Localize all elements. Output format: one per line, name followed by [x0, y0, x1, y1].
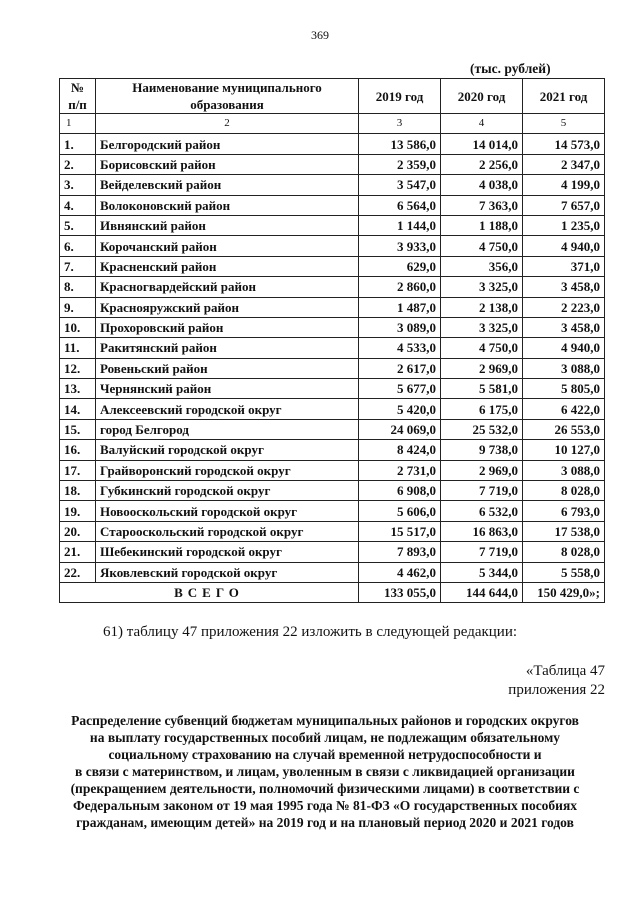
value-2020: 9 738,0: [441, 440, 523, 460]
value-2020: 7 363,0: [441, 195, 523, 215]
value-2019: 5 420,0: [359, 399, 441, 419]
row-number: 12.: [60, 358, 96, 378]
municipality-name: Краснояружский район: [96, 297, 359, 317]
value-2021: 26 553,0: [523, 419, 605, 439]
value-2021: 3 088,0: [523, 460, 605, 480]
units-label: (тыс. рублей): [470, 61, 551, 76]
municipality-name: Губкинский городской округ: [96, 481, 359, 501]
table-row: [60, 338, 605, 358]
row-number: 15.: [60, 419, 96, 439]
value-2020: 16 863,0: [441, 521, 523, 541]
municipality-name: Алексеевский городской округ: [96, 399, 359, 419]
value-2020: 1 188,0: [441, 215, 523, 235]
value-2019: 13 586,0: [359, 134, 441, 154]
value-2020: 2 969,0: [441, 460, 523, 480]
value-2019: 24 069,0: [359, 419, 441, 439]
row-number: 5.: [60, 215, 96, 235]
value-2021: 8 028,0: [523, 542, 605, 562]
table-row: [60, 358, 605, 378]
total-2019: 133 055,0: [359, 582, 441, 602]
municipality-name: Новооскольский городской округ: [96, 501, 359, 521]
value-2021: 7 657,0: [523, 195, 605, 215]
value-2019: 2 731,0: [359, 460, 441, 480]
municipality-name: Белгородский район: [96, 134, 359, 154]
header-number: № п/п: [60, 79, 96, 114]
value-2021: 2 223,0: [523, 297, 605, 317]
heading-line: в связи с материнством, и лицам, уволенным в связи с ликвидацией организации: [75, 764, 575, 779]
municipality-name: Прохоровский район: [96, 317, 359, 337]
table-row: [60, 501, 605, 521]
row-number: 22.: [60, 562, 96, 582]
table-row: [60, 236, 605, 256]
row-number: 16.: [60, 440, 96, 460]
heading-line: Федеральным законом от 19 мая 1995 года № 81-ФЗ «О государственных пособиях: [72, 798, 578, 813]
municipality-name: Борисовский район: [96, 154, 359, 174]
municipality-name: Волоконовский район: [96, 195, 359, 215]
value-2019: 629,0: [359, 256, 441, 276]
value-2020: 5 581,0: [441, 379, 523, 399]
table-row: [60, 317, 605, 337]
value-2020: 7 719,0: [441, 542, 523, 562]
table-reference-line: «Таблица 47: [525, 663, 605, 679]
heading-line: (прекращением деятельности, полномочий физическими лицами) в соответствии с: [70, 781, 580, 796]
table-row: [60, 277, 605, 297]
municipality-name: Шебекинский городской округ: [96, 542, 359, 562]
value-2019: 2 359,0: [359, 154, 441, 174]
value-2019: 1 487,0: [359, 297, 441, 317]
value-2019: 2 860,0: [359, 277, 441, 297]
value-2020: 14 014,0: [441, 134, 523, 154]
value-2020: 356,0: [441, 256, 523, 276]
table-reference-line: приложения 22: [508, 682, 605, 698]
municipality-name: Ровеньский район: [96, 358, 359, 378]
table-row: [60, 419, 605, 439]
municipality-name: Вейделевский район: [96, 175, 359, 195]
row-number: 3.: [60, 175, 96, 195]
header-2019: 2019 год: [359, 79, 441, 114]
value-2019: 1 144,0: [359, 215, 441, 235]
table-row: [60, 297, 605, 317]
value-2019: 6 564,0: [359, 195, 441, 215]
value-2020: 5 344,0: [441, 562, 523, 582]
amendment-instruction: 61) таблицу 47 приложения 22 изложить в следующей редакции:: [103, 624, 518, 640]
table-row: [60, 542, 605, 562]
column-number: 1: [60, 114, 96, 134]
municipality-name: Ракитянский район: [96, 338, 359, 358]
row-number: 20.: [60, 521, 96, 541]
municipality-name: Валуйский городской округ: [96, 440, 359, 460]
value-2021: 8 028,0: [523, 481, 605, 501]
value-2020: 7 719,0: [441, 481, 523, 501]
column-number: 2: [96, 114, 359, 134]
value-2019: 3 089,0: [359, 317, 441, 337]
table-heading: [45, 712, 605, 831]
table-row: [60, 379, 605, 399]
municipality-name: Корочанский район: [96, 236, 359, 256]
row-number: 14.: [60, 399, 96, 419]
header-name: Наименование муниципального образования: [96, 79, 359, 114]
column-number: 5: [523, 114, 605, 134]
value-2019: 3 547,0: [359, 175, 441, 195]
value-2020: 4 750,0: [441, 236, 523, 256]
municipality-name: Яковлевский городской округ: [96, 562, 359, 582]
table-body: [60, 134, 605, 583]
table-row: [60, 440, 605, 460]
column-number: 4: [441, 114, 523, 134]
value-2021: 3 458,0: [523, 317, 605, 337]
value-2021: 1 235,0: [523, 215, 605, 235]
value-2021: 3 088,0: [523, 358, 605, 378]
value-2021: 6 793,0: [523, 501, 605, 521]
table-reference: [508, 662, 605, 700]
row-number: 8.: [60, 277, 96, 297]
value-2021: 17 538,0: [523, 521, 605, 541]
heading-line: Распределение субвенций бюджетам муниципальных районов и городских округов: [71, 713, 579, 728]
value-2020: 4 750,0: [441, 338, 523, 358]
table-row: [60, 399, 605, 419]
row-number: 10.: [60, 317, 96, 337]
row-number: 1.: [60, 134, 96, 154]
municipality-name: город Белгород: [96, 419, 359, 439]
value-2021: 4 199,0: [523, 175, 605, 195]
total-2021: 150 429,0»;: [523, 582, 605, 602]
total-label: ВСЕГО: [60, 582, 359, 602]
value-2020: 2 969,0: [441, 358, 523, 378]
header-2021: 2021 год: [523, 79, 605, 114]
value-2021: 4 940,0: [523, 236, 605, 256]
table-row: [60, 481, 605, 501]
row-number: 13.: [60, 379, 96, 399]
row-number: 4.: [60, 195, 96, 215]
value-2021: 10 127,0: [523, 440, 605, 460]
table-row: [60, 521, 605, 541]
column-numbers-row: [60, 114, 605, 134]
value-2019: 5 606,0: [359, 501, 441, 521]
header-2020: 2020 год: [441, 79, 523, 114]
table-row: [60, 175, 605, 195]
row-number: 2.: [60, 154, 96, 174]
value-2020: 4 038,0: [441, 175, 523, 195]
row-number: 9.: [60, 297, 96, 317]
heading-line: гражданам, имеющим детей» на 2019 год и на плановый период 2020 и 2021 годов: [76, 815, 574, 830]
header-row: [60, 79, 605, 114]
value-2020: 3 325,0: [441, 317, 523, 337]
municipality-name: Старооскольский городской округ: [96, 521, 359, 541]
value-2021: 6 422,0: [523, 399, 605, 419]
table-row: [60, 195, 605, 215]
heading-line: социальному страхованию на случай временной нетрудоспособности и: [108, 747, 542, 762]
table-row: [60, 154, 605, 174]
value-2020: 3 325,0: [441, 277, 523, 297]
municipality-name: Чернянский район: [96, 379, 359, 399]
subventions-table: [59, 78, 605, 603]
row-number: 21.: [60, 542, 96, 562]
municipality-name: Грайворонский городской округ: [96, 460, 359, 480]
heading-line: на выплату государственных пособий лицам, не подлежащим обязательному: [89, 730, 561, 745]
municipality-name: Красненский район: [96, 256, 359, 276]
table-row: [60, 562, 605, 582]
total-2020: 144 644,0: [441, 582, 523, 602]
value-2019: 3 933,0: [359, 236, 441, 256]
value-2020: 2 138,0: [441, 297, 523, 317]
value-2021: 371,0: [523, 256, 605, 276]
row-number: 18.: [60, 481, 96, 501]
table-row: [60, 460, 605, 480]
value-2019: 5 677,0: [359, 379, 441, 399]
page-number: 369: [311, 28, 329, 42]
table-row: [60, 215, 605, 235]
value-2020: 25 532,0: [441, 419, 523, 439]
column-number: 3: [359, 114, 441, 134]
value-2021: 3 458,0: [523, 277, 605, 297]
value-2019: 6 908,0: [359, 481, 441, 501]
row-number: 19.: [60, 501, 96, 521]
value-2019: 4 462,0: [359, 562, 441, 582]
value-2021: 5 558,0: [523, 562, 605, 582]
value-2019: 15 517,0: [359, 521, 441, 541]
value-2021: 5 805,0: [523, 379, 605, 399]
value-2020: 2 256,0: [441, 154, 523, 174]
total-row: [60, 582, 605, 602]
row-number: 11.: [60, 338, 96, 358]
row-number: 7.: [60, 256, 96, 276]
row-number: 6.: [60, 236, 96, 256]
row-number: 17.: [60, 460, 96, 480]
value-2019: 8 424,0: [359, 440, 441, 460]
value-2019: 2 617,0: [359, 358, 441, 378]
value-2021: 14 573,0: [523, 134, 605, 154]
table-row: [60, 256, 605, 276]
table-row: [60, 134, 605, 154]
municipality-name: Ивнянский район: [96, 215, 359, 235]
value-2019: 7 893,0: [359, 542, 441, 562]
value-2021: 2 347,0: [523, 154, 605, 174]
value-2019: 4 533,0: [359, 338, 441, 358]
municipality-name: Красногвардейский район: [96, 277, 359, 297]
value-2021: 4 940,0: [523, 338, 605, 358]
value-2020: 6 175,0: [441, 399, 523, 419]
value-2020: 6 532,0: [441, 501, 523, 521]
